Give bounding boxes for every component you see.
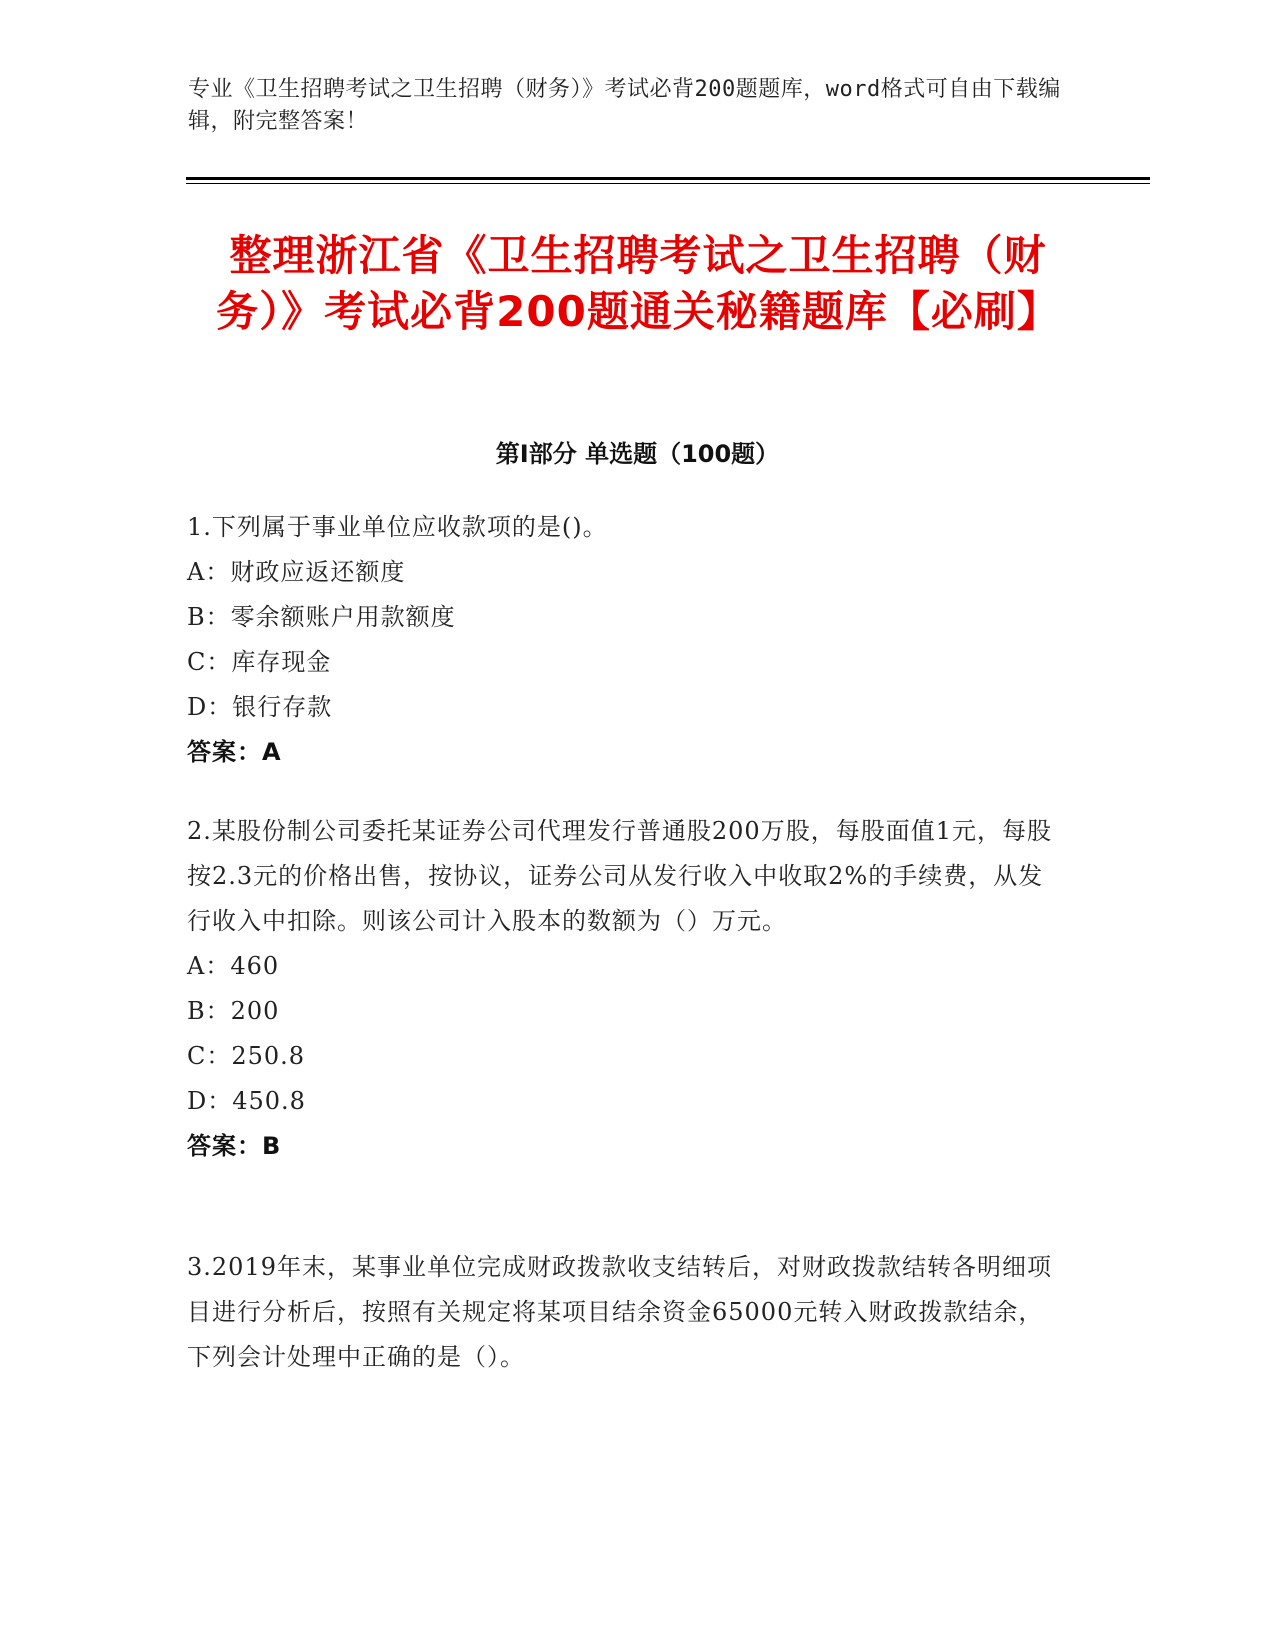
header-divider-thick <box>186 177 1150 180</box>
option-d: D：450.8 <box>187 1087 306 1115</box>
option-c: C：库存现金 <box>187 648 332 676</box>
question-text: 3.2019年末，某事业单位完成财政拨款收支结转后，对财政拨款结转各明细项目进行分析后，按照有关规定将某项目结余资金65000元转入财政拨款结余，下列会计处理中正确的是（）。 <box>187 1253 1052 1371</box>
question-text: 2.某股份制公司委托某证券公司代理发行普通股200万股，每股面值1元，每股按2.3元的价格出售，按协议，证券公司从发行收入中收取2%的手续费，从发行收入中扣除。则该公司计入股本的数额为（）万元。 <box>187 817 1052 935</box>
question-1 <box>187 505 1067 775</box>
option-b: B：200 <box>187 997 280 1025</box>
answer: 答案：A <box>187 738 282 766</box>
header-divider-thin <box>186 183 1150 184</box>
option-c: C：250.8 <box>187 1042 306 1070</box>
section-heading: 第I部分 单选题（100题） <box>495 440 780 468</box>
answer: 答案：B <box>187 1132 282 1160</box>
option-d: D：银行存款 <box>187 693 333 721</box>
document-title: 整理浙江省《卫生招聘考试之卫生招聘（财务）》考试必背200题通关秘籍题库【必刷】 <box>216 231 1060 336</box>
option-a: A：财政应返还额度 <box>187 558 406 586</box>
question-3 <box>187 1245 1067 1380</box>
question-2 <box>187 809 1067 1169</box>
header-note: 专业《卫生招聘考试之卫生招聘（财务）》考试必背200题题库，word格式可自由下载编辑，附完整答案！ <box>188 77 1061 134</box>
question-text: 1.下列属于事业单位应收款项的是()。 <box>187 513 608 541</box>
option-b: B：零余额账户用款额度 <box>187 603 456 631</box>
option-a: A：460 <box>187 952 280 980</box>
